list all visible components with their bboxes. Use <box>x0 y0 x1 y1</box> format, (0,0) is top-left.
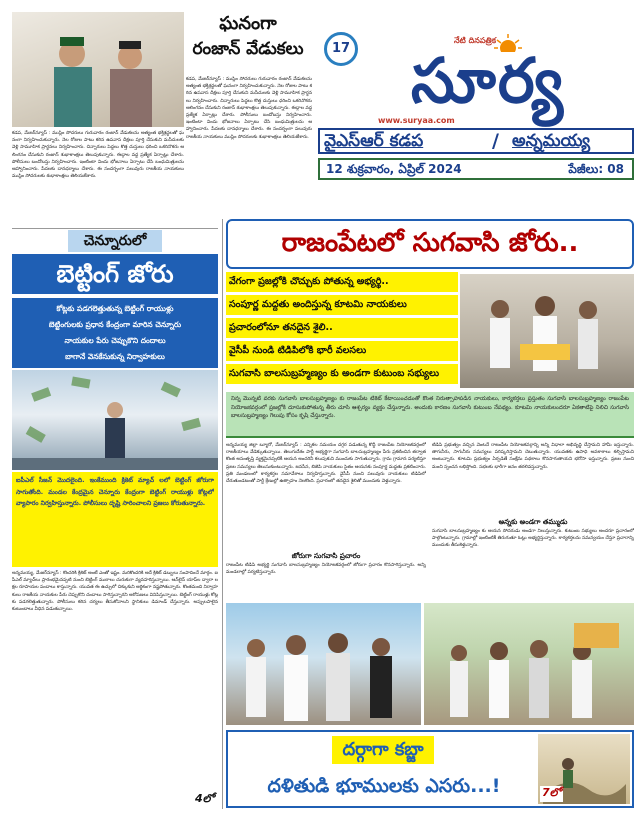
betting-photo-art <box>12 370 218 470</box>
ramzan-body: కడప, మేజర్‌న్యూస్ : ముస్లిం సోదరులు గురువారం రంజాన్ వేడుకలను అత్యంత భక్తిశ్రద్ధలతో ఘనంగా నిర్వహించుకున్నారు. నెల రోజుల పాటు కఠిన ఉపవాస దీక్షలు పూర్తి చేసుకుని మసీదులకు వెళ్లి సామూహిక ప్రార్థనలు నిర్వహించారు. చిన్నారులు పెద్దలు కొత్త దుస్తులు ధరించి ఒకరినొకరు ఆలింగనం చేసుకుని రంజాన్ శుభాకాంక్షలు తెలుపుకున్నారు. ఈద్గాల వద్ద ప్రత్యేక ఏర్పాట్లు చేశారు. పోలీసులు బందోబస్తు నిర్వహించారు. ఇంటింటా విందు భోజనాలు ఏర్పాటు చేసి బంధుమిత్రులను ఆహ్వానించారు. పేదలకు దానధర్మాలు చేశారు. ఈ సందర్భంగా పలువురు రాజకీయ నాయకులు ముస్లిం సోదరులకు శుభాకాంక్షలు తెలియజేశారు. <box>186 77 312 140</box>
masthead-website: www.suryaa.com <box>378 116 455 125</box>
main-bullet-5: సుగవాసి బాలసుబ్రహ్మణ్యం కు అండగా కుటుంబ సభ్యులు <box>226 364 458 384</box>
main-photo-bottom-right-art <box>424 603 634 725</box>
betting-tag <box>12 230 218 296</box>
top-divider <box>12 228 218 229</box>
bottom-headline-line2: దళితుడి భూములకు ఎసరు...! <box>267 775 501 797</box>
ramzan-body-left <box>12 130 184 228</box>
ramzan-headline-line2: రంజాన్ వేడుకలు <box>192 39 304 59</box>
ramzan-body-left-text: కడప, మేజర్‌న్యూస్ : ముస్లిం సోదరులు గురువారం రంజాన్ వేడుకలను అత్యంత భక్తిశ్రద్ధలతో ఘనంగా నిర్వహించుకున్నారు. నెల రోజుల పాటు కఠిన ఉపవాస దీక్షలు పూర్తి చేసుకుని మసీదులకు వెళ్లి సామూహిక ప్రార్థనలు నిర్వహించారు. చిన్నారులు పెద్దలు కొత్త దుస్తులు ధరించి ఒకరినొకరు ఆలింగనం చేసుకుని రంజాన్ శుభాకాంక్షలు తెలుపుకున్నారు. ఈద్గాల వద్ద ప్రత్యేక ఏర్పాట్లు చేశారు. పోలీసులు బందోబస్తు నిర్వహించారు. ఇంటింటా విందు భోజనాలు ఏర్పాటు చేసి బంధుమిత్రులను ఆహ్వానించారు. పేదలకు దానధర్మాలు చేశారు. ఈ సందర్భంగా పలువురు రాజకీయ నాయకులు ముస్లిం సోదరులకు శుభాకాంక్షలు తెలియజేశారు. <box>12 131 184 180</box>
date-line: 12 శుక్రవారం, ఏప్రిల్ 2024 <box>326 162 462 176</box>
main-photo-top-art <box>460 274 634 388</box>
main-col2 <box>432 442 634 600</box>
masthead-logo: సూర్య <box>410 44 566 117</box>
masthead-tagline: నేటి దినపత్రిక <box>454 36 496 45</box>
masthead-edition-right: అన్నమయ్య <box>512 131 591 151</box>
main-bullet-3: ప్రచారంలోనూ తనదైన శైలి.. <box>226 318 458 338</box>
bottom-headline-line1: దర్గాగా కబ్జా <box>332 736 433 764</box>
bottom-continue-tag: 7లో <box>540 786 563 802</box>
masthead-badge-number: 17 <box>331 41 351 56</box>
date-bar <box>318 158 634 180</box>
main-col2-subhead: అన్నకు అండగా తమ్ముడు <box>498 518 568 526</box>
main-bullets <box>226 272 458 388</box>
main-lead <box>226 392 634 438</box>
masthead-edition-bar <box>318 128 634 154</box>
betting-body <box>12 570 218 808</box>
bottom-cartoon <box>538 734 630 804</box>
betting-continue-tag: 4లో <box>195 792 214 805</box>
bottom-headline-line1-wrap <box>288 736 478 764</box>
betting-tag-line2: బెట్టింగ్ జోరు <box>12 254 218 294</box>
main-photo-bottom-left <box>226 603 421 725</box>
main-bullet-4: వైసీపీ నుండి టిడిపిలోకి భారీ వలసలు <box>226 341 458 361</box>
masthead-edition-left: వైఎస్ఆర్ కడప <box>324 131 424 151</box>
betting-sub4: బాగానే వెనకేసుకున్న నిర్వాహకులు <box>65 352 165 361</box>
ramzan-headline-box <box>186 12 310 72</box>
betting-photo <box>12 370 218 470</box>
betting-sub3: నాయకుల పేరు చెప్పుకొని దందాలు <box>64 336 166 345</box>
ramzan-photo-art <box>12 12 184 127</box>
main-bullet-2: సంపూర్ణ మద్దతు అందిస్తున్న కూటమి నాయకులు <box>226 295 458 315</box>
main-col2-tail: సుగవాసి బాలసుబ్రహ్మణ్యం కు ఆయన సోదరుడు అండగా నిలుస్తున్నారు. కుటుంబ సభ్యులు అందరూ ప్రచారంలో పాల్గొంటున్నారు. గ్రామాల్లో ఇంటింటికీ తిరుగుతూ ఓట్లు అభ్యర్థిస్తున్నారు. కార్యకర్తలను సమన్వయం చేస్తూ ప్రచారాన్ని ముందుకు తీసుకెళ్తున్నారు. <box>432 529 634 549</box>
main-col1-subhead: జోరుగా సుగవాసి ప్రచారం <box>291 552 361 560</box>
main-photo-bottom-right <box>424 603 634 725</box>
betting-tag-line1: చెన్నూరులో <box>68 230 163 252</box>
main-lead-text: నిన్న మొన్నటి వరకు సుగవాసి బాలసుబ్రహ్మణ్యం కు రాజంపేట టికెట్ కేటాయించడంతో కొంత నిరుత్సాహపడిన నాయకులు, కార్యకర్తలు ప్రస్తుతం సుగవాసి బాలసుబ్రహ్మణ్యం రాజంపేట నియోజకవర్గంలో ప్రజల్లోకి దూసుకుపోతున్న తీరు చూసి ఆశ్చర్యం వ్యక్తం చేస్తున్నారు. అందుకు కారణం సుగవాసి కుటుంబ నేపథ్యం. కూటమి నాయకులందరూ ఏకతాటిపై నిలిచి సుగవాసి బాలసుబ్రహ్మణ్యం గెలుపు కోసం కృషి చేస్తున్నారు. <box>231 396 629 419</box>
betting-sub1: కోట్లకు పడగలెత్తుతున్న బెట్టింగ్ రాయుళ్లు <box>56 304 174 313</box>
masthead-edition-divider: / <box>492 130 499 152</box>
main-headline: రాజంపేటలో సుగవాసి జోరు.. <box>281 228 579 258</box>
betting-subheads <box>12 298 218 368</box>
betting-sub2: బెట్టింగులకు ప్రధాన కేంద్రంగా మారిన చెన్నూరు <box>48 320 182 329</box>
masthead <box>318 12 634 157</box>
page-label: పేజీలు: 08 <box>568 162 624 176</box>
main-headline-box <box>226 219 634 269</box>
main-bullet-1: వేగంగా ప్రజల్లోకి చొచ్చుకు పోతున్న అభ్యర్థి.. <box>226 272 458 292</box>
main-col1-tail: రాజంపేట టిడిపి అభ్యర్థి సుగవాసి బాలసుబ్రహ్మణ్యం నియోజకవర్గంలో జోరుగా ప్రచారం కొనసాగిస్తున్నారు. అన్ని మండలాల్లో పర్యటిస్తున్నారు. <box>226 563 426 576</box>
main-col1 <box>226 442 426 600</box>
ramzan-photo <box>12 12 184 127</box>
betting-highlight <box>12 472 218 567</box>
main-photo-top <box>460 274 634 388</box>
betting-highlight-text: ఐపీఎల్ సీజన్ మొదలైంది. ఇంకేముంది క్రికెట్ మ్యాచ్ లలో బెట్టింగ్ జోరుగా సాగుతోంది. మండల కేంద్రమైన చెన్నూరు కేంద్రంగా బెట్టింగ్ రాయుళ్లు కోట్లలో వ్యాపారం నిర్వహిస్తున్నారు. పోలీసులు దృష్టి సారించాలని ప్రజలు కోరుతున్నారు. <box>16 477 214 507</box>
column-divider <box>222 219 223 809</box>
betting-body-text: అన్నమయ్య, మేజర్‌న్యూస్ : కొందరికి క్రికెట్ అంటే ఎంతో ఇష్టం. మరికొందరికి అదే క్రికెట్ డబ్బులు సంపాదించే మార్గం. ఐపీఎల్ మ్యాచ్‌లు ప్రారంభమైనప్పటి నుంచి బెట్టింగ్ ముఠాలు చురుకుగా వ్యవహరిస్తున్నాయి. ఆన్‌లైన్ యాప్‌ల ద్వారా లక్షల రూపాయల పందాలు కాస్తున్నారు. యువత ఈ ఉచ్చులో చిక్కుకుని ఆర్థికంగా నష్టపోతున్నారు. కొంతమంది నిర్వాహకులు రాజకీయ నాయకుల పేరు చెప్పుకొని దందాలు సాగిస్తున్నారని ఆరోపణలు వినిపిస్తున్నాయి. బెట్టింగ్ రాయుళ్లు కోట్లకు పడగలెత్తుతున్నారు. పోలీసులు కఠిన చర్యలు తీసుకోవాలని స్థానికులు డిమాండ్ చేస్తున్నారు. అప్పులపాలైన కుటుంబాలు వీధిన పడుతున్నాయి. <box>12 571 218 613</box>
main-col2-text: టిడిపి ప్రభుత్వం వచ్చిన వెంటనే రాజంపేట నియోజకవర్గాన్ని అన్ని విధాలా అభివృద్ధి చేస్తామని హామీ ఇస్తున్నారు. తాగునీరు, సాగునీరు సమస్యలు పరిష్కరిస్తామని చెబుతున్నారు. యువతకు ఉపాధి అవకాశాలు కల్పిస్తామని అంటున్నారు. కూటమి ప్రభుత్వం ఏర్పడితే సంక్షేమ పథకాలు కొనసాగుతాయని భరోసా ఇస్తున్నారు. ప్రజల నుంచి మంచి స్పందన లభిస్తోంది. సభలకు భారీగా జనం తరలివస్తున్నారు. <box>432 443 634 470</box>
main-col1-text: అన్నమయ్య జిల్లా బ్యూరో, మేజర్‌న్యూస్ : ఎన్నికల సమయం దగ్గర పడుతున్న కొద్దీ రాజంపేట నియోజకవర్గంలో రాజకీయాలు వేడెక్కుతున్నాయి. తెలుగుదేశం పార్టీ అభ్యర్థిగా సుగవాసి బాలసుబ్రహ్మణ్యం పేరు ప్రకటించిన తర్వాత కొంత అసంతృప్తి వ్యక్తమైనప్పటికీ ఆయన అందరినీ కలుపుకుని ముందుకు సాగుతున్నారు. గ్రామ గ్రామాన పర్యటిస్తూ ప్రజల సమస్యలు తెలుసుకుంటున్నారు. జనసేన, బిజెపి నాయకులు సైతం ఆయనకు సంపూర్ణ మద్దతు ప్రకటించారు. ప్రతి మండలంలో కార్యకర్తల సమావేశాలు నిర్వహిస్తున్నారు. వైసీపీ నుంచి పలువురు నాయకులు టిడిపిలో చేరుతుండటంతో పార్టీ శ్రేణుల్లో ఉత్సాహం నెలకొంది. ప్రచారంలో తనదైన శైలితో ముందుకు వెళ్తున్నారు. <box>226 443 426 485</box>
main-photo-bottom-left-art <box>226 603 421 725</box>
bottom-headline-box <box>226 730 634 808</box>
ramzan-headline-line1: ఘనంగా <box>219 13 277 34</box>
